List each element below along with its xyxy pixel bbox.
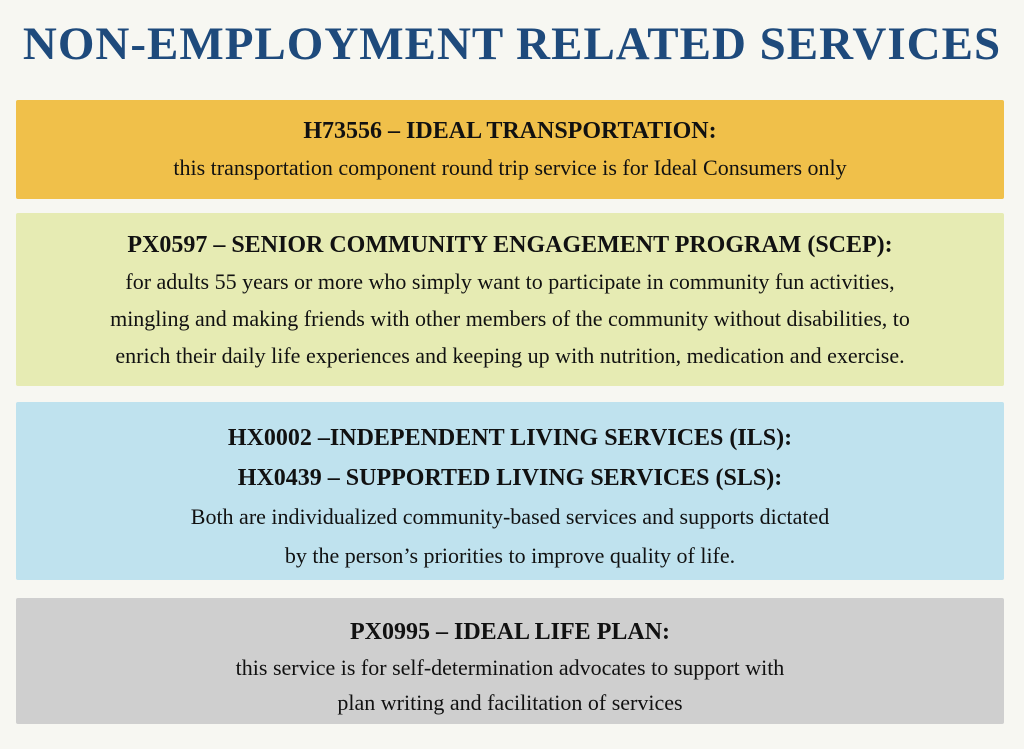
service-heading: HX0439 – SUPPORTED LIVING SERVICES (SLS): xyxy=(237,465,783,491)
service-heading: PX0995 – IDEAL LIFE PLAN: xyxy=(349,619,671,645)
service-heading: HX0002 –INDEPENDENT LIVING SERVICES (ILS): xyxy=(227,425,793,451)
service-card-ideal-life-plan xyxy=(16,598,1004,724)
service-description-line: by the person’s priorities to improve quality of life. xyxy=(284,543,736,568)
service-card-ideal-transportation xyxy=(16,100,1004,199)
service-description-line: plan writing and facilitation of services xyxy=(337,690,683,715)
service-description-line: enrich their daily life experiences and keeping up with nutrition, medication and exercise. xyxy=(115,343,905,368)
service-description-line: for adults 55 years or more who simply want to participate in community fun activities, xyxy=(125,269,895,294)
service-card-scep xyxy=(16,213,1004,386)
service-heading: PX0597 – SENIOR COMMUNITY ENGAGEMENT PROGRAM (SCEP): xyxy=(127,232,893,258)
service-heading: H73556 – IDEAL TRANSPORTATION: xyxy=(303,118,717,144)
page-title: NON-EMPLOYMENT RELATED SERVICES xyxy=(22,18,1002,70)
service-description-line: this service is for self-determination advocates to support with xyxy=(235,655,785,680)
service-description-line: Both are individualized community-based services and supports dictated xyxy=(190,504,830,529)
service-card-ils-sls xyxy=(16,402,1004,580)
service-description-line: this transportation component round trip service is for Ideal Consumers only xyxy=(173,155,847,180)
service-description-line: mingling and making friends with other members of the community without disabilities, to xyxy=(110,306,910,331)
